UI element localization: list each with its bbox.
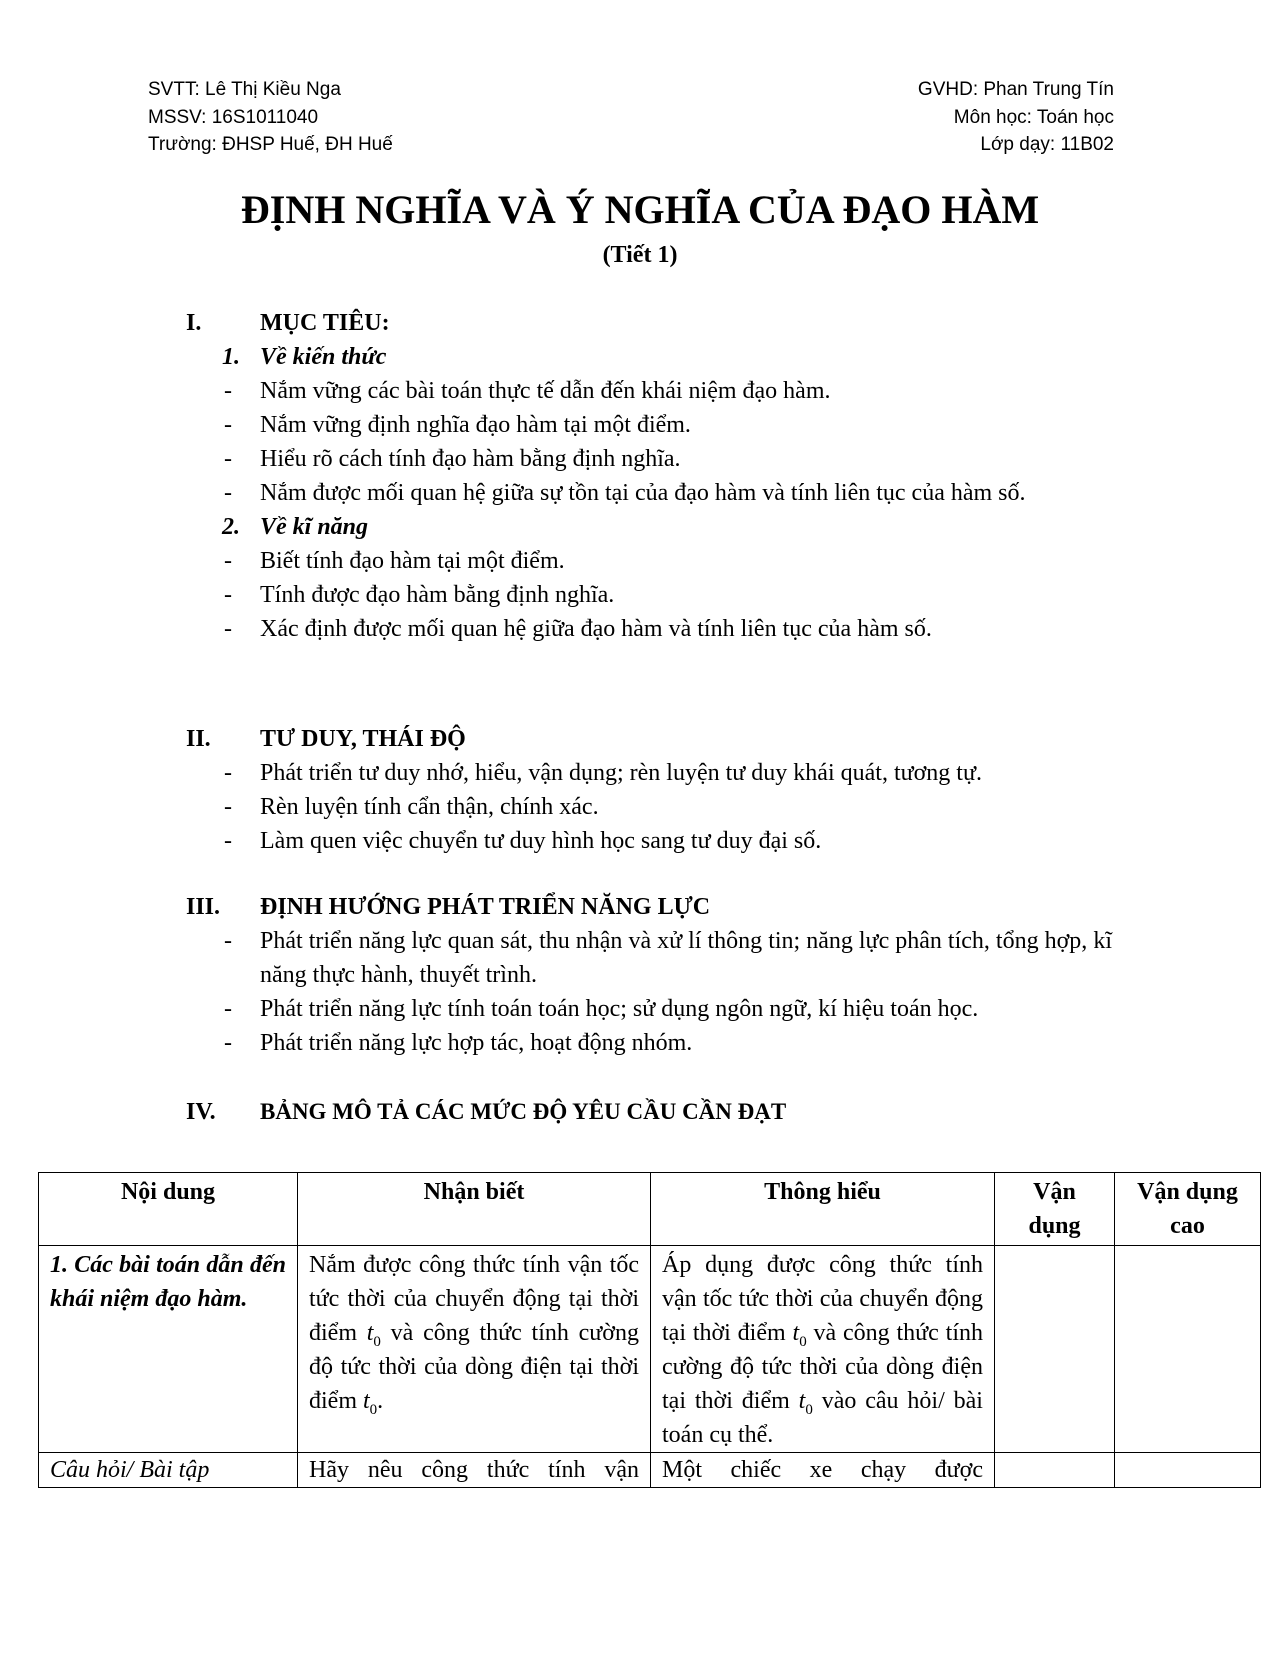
section-table-heading bbox=[186, 1095, 1112, 1129]
subheading-title: Về kiến thức bbox=[260, 344, 387, 370]
section-number: I. bbox=[186, 310, 202, 336]
cell-advanced-application bbox=[1115, 1246, 1261, 1453]
section-number: III. bbox=[186, 894, 221, 920]
list-item: - Phát triển năng lực tính toán toán học; sử dụng ngôn ngữ, kí hiệu toán học. bbox=[224, 996, 979, 1022]
section-title: MỤC TIÊU: bbox=[260, 310, 390, 336]
cell-content: Câu hỏi/ Bài tập bbox=[39, 1453, 298, 1488]
section-heading bbox=[186, 890, 1112, 924]
section-title: BẢNG MÔ TẢ CÁC MỨC ĐỘ YÊU CẦU CẦN ĐẠT bbox=[260, 1099, 787, 1124]
cell-understanding: Một chiếc xe chạy được bbox=[651, 1453, 995, 1488]
list-item: - Phát triển năng lực hợp tác, hoạt động nhóm. bbox=[224, 1030, 693, 1056]
page-subtitle: (Tiết 1) bbox=[602, 242, 678, 268]
col-header-application: Vận dụng bbox=[995, 1173, 1115, 1246]
list-item: - Làm quen việc chuyển tư duy hình học sang tư duy đại số. bbox=[224, 828, 822, 854]
table-row bbox=[39, 1453, 1261, 1488]
col-header-content: Nội dung bbox=[39, 1173, 298, 1246]
col-header-recognition: Nhận biết bbox=[298, 1173, 651, 1246]
list-item: - Phát triển năng lực quan sát, thu nhận và xử lí thông tin; năng lực phân tích, tổng hợp, kĩ năng thực hành, thuyết trình. bbox=[224, 928, 1112, 988]
section-title: ĐỊNH HƯỚNG PHÁT TRIỂN NĂNG LỰC bbox=[260, 894, 711, 920]
section-number: II. bbox=[186, 726, 211, 752]
cell-recognition: Nắm được công thức tính vận tốc tức thời của chuyển động tại thời điểm $t_0$ và công thức tính cường độ tức thời của dòng điện tại thời điểm $t_0$. bbox=[298, 1246, 651, 1453]
cell-advanced-application bbox=[1115, 1453, 1261, 1488]
header-right bbox=[918, 76, 1114, 159]
list-item: - Xác định được mối quan hệ giữa đạo hàm và tính liên tục của hàm số. bbox=[224, 616, 932, 642]
subheading-number: 1. bbox=[222, 344, 240, 370]
section-heading bbox=[186, 1095, 1112, 1129]
school: Trường: ĐHSP Huế, ĐH Huế bbox=[148, 134, 393, 155]
section-thinking bbox=[186, 722, 1112, 858]
table-header-row bbox=[39, 1173, 1261, 1246]
table-row bbox=[39, 1246, 1261, 1453]
cell-recognition: Hãy nêu công thức tính vận bbox=[298, 1453, 651, 1488]
list-item: - Rèn luyện tính cẩn thận, chính xác. bbox=[224, 794, 599, 820]
requirements-table bbox=[38, 1172, 1261, 1488]
list-item: - Nắm vững định nghĩa đạo hàm tại một điểm. bbox=[224, 412, 691, 438]
header-left bbox=[148, 76, 393, 159]
subject: Môn học: Toán học bbox=[953, 106, 1114, 128]
list-item: - Phát triển tư duy nhớ, hiểu, vận dụng; rèn luyện tư duy khái quát, tương tự. bbox=[224, 760, 982, 786]
cell-understanding: Áp dụng được công thức tính vận tốc tức thời của chuyển động tại thời điểm $t_0$ và công thức tính cường độ tức thời của dòng điện tại thời điểm $t_0$ vào câu hỏi/ bài toán cụ thể. bbox=[651, 1246, 995, 1453]
col-header-understanding: Thông hiểu bbox=[651, 1173, 995, 1246]
list-item: - Hiểu rõ cách tính đạo hàm bằng định nghĩa. bbox=[224, 446, 681, 472]
list-item: - Tính được đạo hàm bằng định nghĩa. bbox=[224, 582, 615, 608]
section-number: IV. bbox=[186, 1099, 216, 1125]
list-item: - Nắm vững các bài toán thực tế dẫn đến khái niệm đạo hàm. bbox=[224, 378, 831, 404]
supervisor: GVHD: Phan Trung Tín bbox=[917, 79, 1114, 100]
class: Lớp dạy: 11B02 bbox=[980, 134, 1114, 155]
list-item: - Nắm được mối quan hệ giữa sự tồn tại của đạo hàm và tính liên tục của hàm số. bbox=[224, 480, 1026, 506]
subheading-knowledge bbox=[186, 340, 1112, 374]
section-heading bbox=[186, 306, 1112, 340]
student-name: SVTT: Lê Thị Kiều Nga bbox=[148, 79, 341, 100]
student-id: MSSV: 16S1011040 bbox=[148, 106, 319, 128]
subheading-number: 2. bbox=[222, 514, 240, 540]
subheading-skills bbox=[186, 510, 1112, 544]
section-objectives bbox=[186, 306, 1112, 646]
section-title: TƯ DUY, THÁI ĐỘ bbox=[260, 726, 466, 752]
cell-content: 1. Các bài toán dẫn đến khái niệm đạo hàm. bbox=[39, 1246, 298, 1453]
col-header-advanced-application: Vận dụng cao bbox=[1115, 1173, 1261, 1246]
section-competency bbox=[186, 890, 1112, 1060]
list-item: - Biết tính đạo hàm tại một điểm. bbox=[224, 548, 565, 574]
subheading-title: Về kĩ năng bbox=[260, 514, 369, 540]
cell-application bbox=[995, 1453, 1115, 1488]
section-heading bbox=[186, 722, 1112, 756]
cell-application bbox=[995, 1246, 1115, 1453]
page-title: ĐỊNH NGHĨA VÀ Ý NGHĨA CỦA ĐẠO HÀM bbox=[240, 187, 1040, 232]
